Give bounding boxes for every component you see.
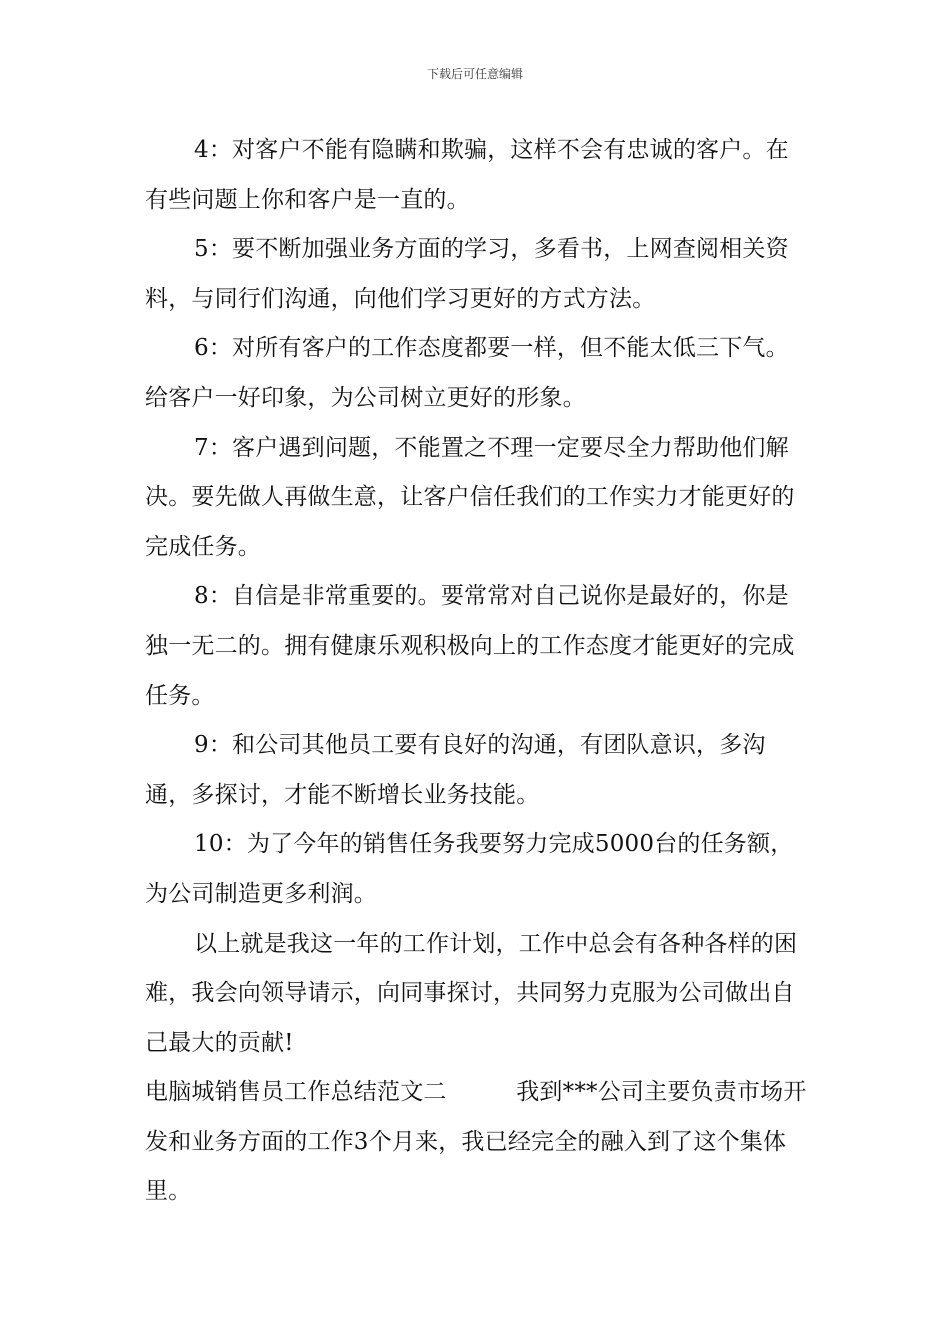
page-header-note: 下载后可任意编辑 [426,67,523,81]
paragraph-item-8: 8：自信是非常重要的。要常常对自己说你是最好的，你是独一无二的。拥有健康乐观积极向上的工作态度才能更好的完成任务。 [145,583,795,709]
paragraph-item-10: 10：为了今年的销售任务我要努力完成5000台的任务额，为公司制造更多利润。 [145,831,794,907]
document-body [145,126,807,1217]
section-two-gap [447,1079,517,1105]
paragraph-item-7: 7：客户遇到问题，不能置之不理一定要尽全力帮助他们解决。要先做人再做生意，让客户信任我们的工作实力才能更好的完成任务。 [145,434,795,560]
section-two-body: 我到***公司主要负责市场开发和业务方面的工作3个月来，我已经完全的融入到了这个集体里。 [145,1079,807,1205]
paragraph-conclusion: 以上就是我这一年的工作计划，工作中总会有各种各样的困难，我会向领导请示，向同事探讨，共同努力克服为公司做出自己最大的贡献! [145,930,798,1056]
paragraph-item-4: 4：对客户不能有隐瞒和欺骗，这样不会有忠诚的客户。在有些问题上你和客户是一直的。 [145,137,789,213]
section-two-title: 电脑城销售员工作总结范文二 [145,1079,447,1106]
paragraph-item-6: 6：对所有客户的工作态度都要一样，但不能太低三下气。给客户一好印象，为公司树立更好的形象。 [145,335,789,411]
paragraph-item-5: 5：要不断加强业务方面的学习，多看书，上网查阅相关资料，与同行们沟通，向他们学习更好的方式方法。 [145,236,789,312]
paragraph-item-9: 9：和公司其他员工要有良好的沟通，有团队意识，多沟通，多探讨，才能不断增长业务技能。 [145,732,766,808]
section-two-paragraph [145,1068,807,1217]
